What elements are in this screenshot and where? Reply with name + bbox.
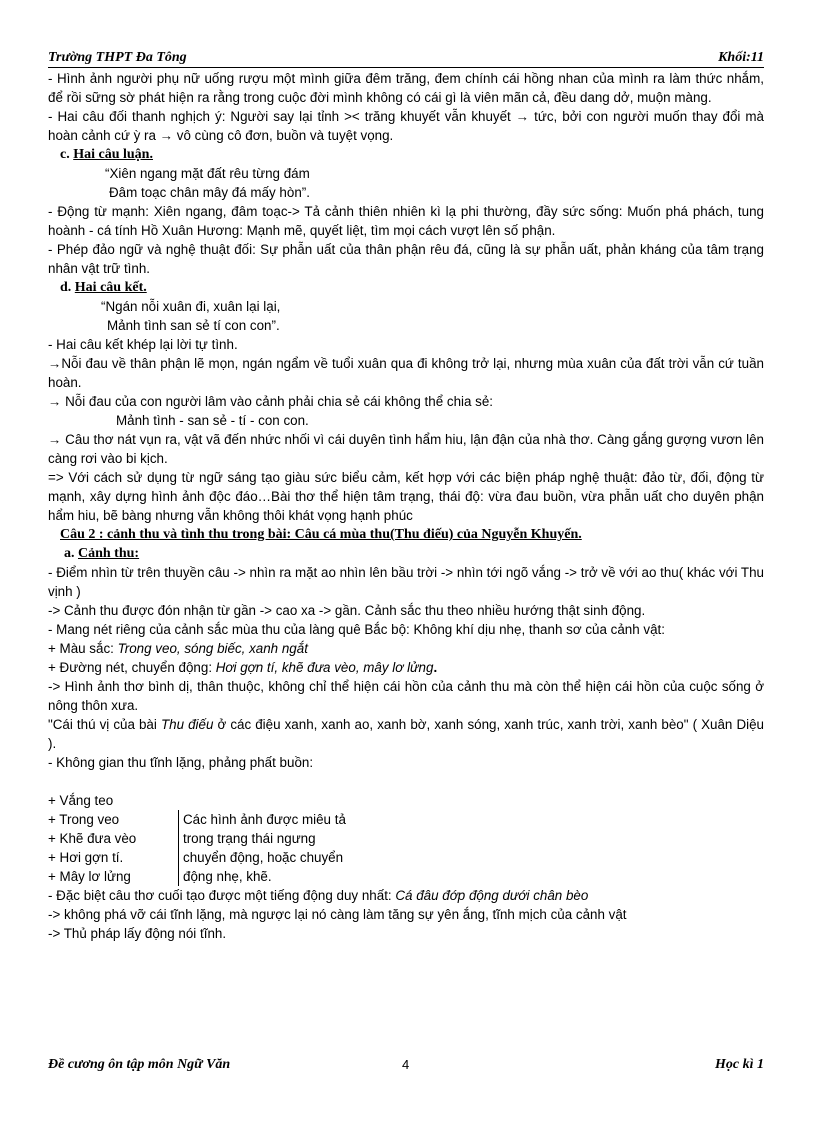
grid-cell: + Hơi gợn tí.	[48, 850, 124, 865]
paragraph: - Hai câu đối thanh nghịch ý: Người say lại tỉnh >< trăng khuyết vẫn khuyết → tức, bởi con người muốn thay đổi mà hoàn cảnh cứ ỳ ra → vô cùng cô đơn, buồn và tuyệt vọng.	[48, 109, 764, 143]
comparison-grid	[48, 791, 764, 886]
heading-title: Hai câu luận.	[73, 147, 153, 162]
paragraph: - Hình ảnh người phụ nữ uống rượu một mình giữa đêm trăng, đem chính cái hồng nhan của mình ra làm thức nhắm, để rồi sững sờ phát hiện ra rằng trong cuộc đời mình không có cái gì là viên mãn cả, đều dang dở, muộn màng.	[48, 71, 764, 105]
poem-line: Mảnh tình san sẻ tí con con”.	[107, 318, 280, 333]
paragraph: -> Hình ảnh thơ bình dị, thân thuộc, không chỉ thể hiện cái hồn của cảnh thu mà còn thể hiện cái hồn của cuộc sống ở nông thôn xưa.	[48, 679, 764, 713]
poem-line: Đâm toạc chân mây đá mấy hòn”.	[109, 185, 310, 200]
grid-cell: Các hình ảnh được miêu tả	[178, 810, 346, 829]
paragraph	[48, 658, 764, 677]
grid-cell: + Khẽ đưa vèo	[48, 831, 137, 846]
italic-quote: Hơi gợn tí, khẽ đưa vèo, mây lơ lửng	[215, 660, 434, 675]
paragraph: Mảnh tình - san sẻ - tí - con con.	[116, 413, 309, 428]
poem-line: “Xiên ngang mặt đất rêu từng đám	[105, 166, 310, 181]
heading-number: d.	[60, 280, 72, 295]
heading-number: a.	[64, 546, 75, 561]
text-run: .	[433, 660, 438, 675]
grid-cell: động nhẹ, khẽ.	[178, 867, 272, 886]
heading-title: Hai câu kết.	[74, 280, 147, 295]
grid-cell: + Trong veo	[48, 812, 120, 827]
grid-cell: + Mây lơ lửng	[48, 869, 131, 884]
grid-cell: chuyển động, hoặc chuyển	[178, 848, 343, 867]
italic-quote: Cá đâu đớp động dưới chân bèo	[395, 888, 589, 903]
paragraph: → Nỗi đau của con người lâm vào cảnh phải chia sẻ cái không thể chia sẻ:	[48, 394, 494, 409]
footer-term: Học kì 1	[715, 1057, 764, 1072]
text-run: "Cái thú vị của bài	[48, 717, 161, 732]
paragraph: - Điểm nhìn từ trên thuyền câu -> nhìn ra mặt ao nhìn lên bầu trời -> nhìn tới ngõ vắng -> trở về với ao thu( khác với Thu vịnh )	[48, 565, 764, 599]
footer-title: Đề cương ôn tập môn Ngữ Văn	[48, 1057, 231, 1072]
paragraph	[48, 715, 764, 753]
italic-quote: Trong veo, sóng biếc, xanh ngắt	[117, 641, 308, 656]
paragraph: -> Thủ pháp lấy động nói tĩnh.	[48, 926, 227, 941]
page-number: 4	[402, 1057, 410, 1072]
paragraph: -> Cảnh thu được đón nhận từ gần -> cao xa -> gần. Cảnh sắc thu theo nhiều hướng thật sinh động.	[48, 603, 646, 618]
section-heading-c	[48, 145, 764, 164]
grid-cell: + Vắng teo	[48, 793, 114, 808]
grid-cell: trong trạng thái ngưng	[178, 829, 316, 848]
school-name: Trường THPT Đa Tông	[48, 50, 187, 65]
paragraph: →Nỗi đau về thân phận lẽ mọn, ngán ngẩm về tuổi xuân qua đi không trở lại, nhưng mùa xuân của đất trời vẫn cứ tuần hoàn.	[48, 356, 764, 390]
question-heading	[48, 525, 764, 544]
grade-label: Khối:11	[718, 50, 764, 65]
heading-title: Cảnh thu:	[78, 546, 140, 561]
heading-number: c.	[60, 147, 70, 162]
paragraph: → Câu thơ nát vụn ra, vật vã đến nhức nhối vì cái duyên tình hẩm hiu, lận đận của nhà thơ. Càng gắng gượng vươn lên càng rơi vào bi kịch.	[48, 432, 764, 466]
poem-line: “Ngán nỗi xuân đi, xuân lại lại,	[101, 299, 281, 314]
grid-row	[48, 829, 764, 848]
text-run: - Đặc biệt câu thơ cuối tạo được một tiếng động duy nhất:	[48, 888, 396, 903]
paragraph: -> không phá vỡ cái tĩnh lặng, mà ngược lại nó càng làm tăng sự yên ắng, tĩnh mịch của cảnh vật	[48, 907, 627, 922]
paragraph: - Không gian thu tĩnh lặng, phảng phất buồn:	[48, 755, 314, 770]
text-run: + Đường nét, chuyển động:	[48, 660, 216, 675]
section-heading-d	[48, 278, 764, 297]
paragraph: - Mang nét riêng của cảnh sắc mùa thu của làng quê Bắc bộ: Không khí dịu nhẹ, thanh sơ của cảnh vật:	[48, 622, 665, 637]
grid-row	[48, 810, 764, 829]
paragraph	[48, 639, 764, 658]
grid-row	[48, 791, 764, 810]
grid-row	[48, 867, 764, 886]
page-header	[48, 50, 764, 68]
paragraph: => Với cách sử dụng từ ngữ sáng tạo giàu sức biểu cảm, kết hợp với các biện pháp nghệ thuật: đảo từ, đối, động từ mạnh, xây dựng hình ảnh độc đáo…Bài thơ thể hiện tâm trạng, thái độ: vừa đau buồn, vừa phẫn uất cho duyên phận hẩm hiu, bẽ bàng nhưng vẫn không thôi khát vọng hạnh phúc	[48, 470, 764, 523]
document-body	[48, 69, 764, 943]
grid-cell	[178, 791, 182, 810]
italic-quote: Thu điếu	[160, 717, 214, 732]
grid-row	[48, 848, 764, 867]
spacer	[48, 772, 764, 791]
section-heading-a	[48, 544, 764, 563]
paragraph: - Hai câu kết khép lại lời tự tình.	[48, 337, 238, 352]
paragraph	[48, 886, 764, 905]
text-run: + Màu sắc:	[48, 641, 118, 656]
heading-title: Câu 2 : cảnh thu và tình thu trong bài: Câu cá mùa thu(Thu điếu) của Nguyễn Khuyến.	[60, 527, 582, 542]
paragraph: - Phép đảo ngữ và nghệ thuật đối: Sự phẫn uất của thân phận rêu đá, cũng là sự phẫn uất, phản kháng của tâm trạng nhân vật trữ tình.	[48, 242, 764, 276]
text-run: ở các điệu xanh, xanh ao, xanh bờ, xanh sóng, xanh trúc, xanh trời, xanh bèo" ( Xuân Diệu ).	[48, 717, 764, 751]
page	[48, 50, 764, 943]
paragraph: - Động từ mạnh: Xiên ngang, đâm toạc-> Tả cảnh thiên nhiên kì lạ phi thường, đầy sức sống: Muốn phá phách, tung hoành - cá tính Hồ Xuân Hương: Mạnh mẽ, quyết liệt, tìm mọi cách vượt lên số phận.	[48, 204, 764, 238]
